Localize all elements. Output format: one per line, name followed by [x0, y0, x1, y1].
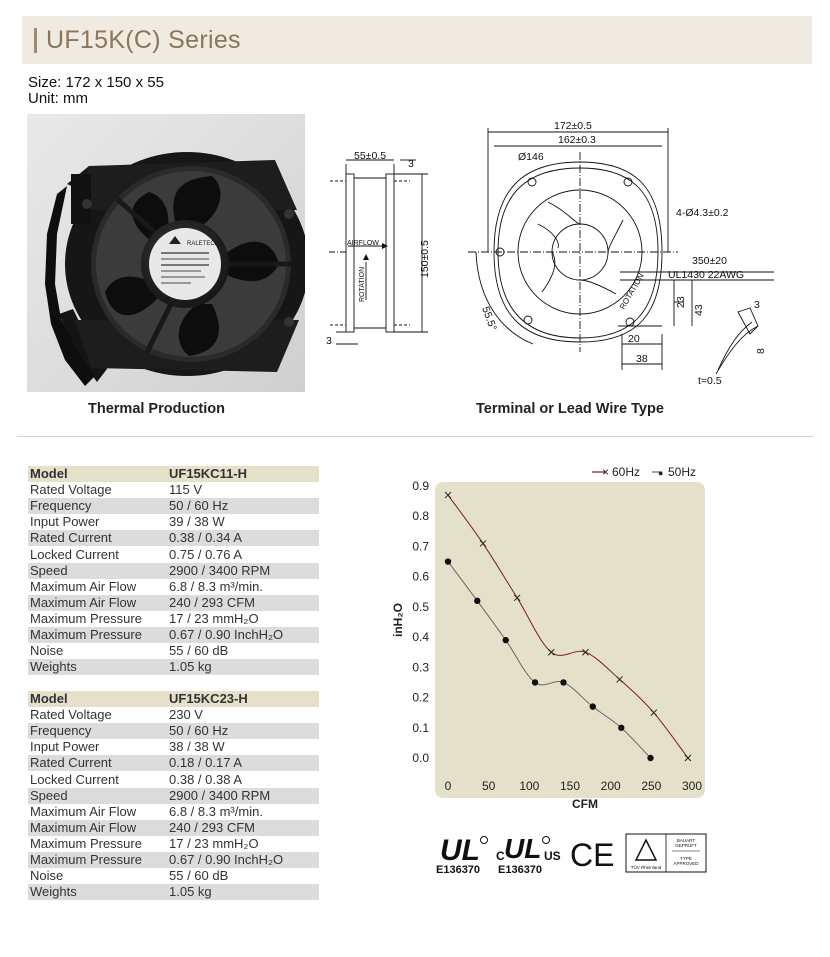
spec-value: 0.38 / 0.34 A: [167, 530, 319, 546]
spec-value: 6.8 / 8.3 m³/min.: [167, 579, 319, 595]
airflow-label: AIRFLOW: [347, 240, 379, 247]
angle-label: 55.5°: [479, 304, 499, 333]
spec-label: Speed: [28, 563, 167, 579]
x-tick-label: 200: [600, 779, 621, 793]
spec-label: Maximum Air Flow: [28, 820, 167, 836]
product-photo: [27, 114, 305, 392]
x-tick-label: 50: [481, 779, 496, 793]
spec-row: [28, 482, 319, 498]
legend-marker-60hz: ×: [602, 465, 610, 479]
spec-label: Noise: [28, 643, 167, 659]
y-tick-label: 0.0: [412, 751, 429, 765]
spec-value: 55 / 60 dB: [167, 868, 319, 884]
diameter-label: Ø146: [518, 151, 544, 163]
spec-label: Rated Current: [28, 755, 167, 771]
spec-label: Rated Voltage: [28, 707, 167, 723]
spec-row: [28, 611, 319, 627]
side-flange: 3: [408, 158, 414, 170]
x-tick-label: 100: [519, 779, 540, 793]
dimension-drawing: [318, 112, 803, 394]
ul-file-number: E136370: [436, 864, 481, 876]
spec-row: [28, 563, 319, 579]
spec-row: [28, 707, 319, 723]
spec-row: [28, 546, 319, 562]
spec-label: Frequency: [28, 498, 167, 514]
spec-row: [28, 755, 319, 771]
data-point-50hz: [445, 558, 451, 564]
cul-us: US: [544, 849, 561, 863]
spec-value: 0.18 / 0.17 A: [167, 755, 319, 771]
title-accent: [34, 28, 37, 53]
spec-value: 17 / 23 mmH₂O: [167, 836, 319, 852]
spec-label: Input Power: [28, 739, 167, 755]
y-axis-label: inH₂O: [391, 603, 405, 637]
spec-label: Maximum Pressure: [28, 852, 167, 868]
spec-value: 0.38 / 0.38 A: [167, 771, 319, 787]
spec-row: [28, 595, 319, 611]
spec-value: 39 / 38 W: [167, 514, 319, 530]
spec-row: [28, 788, 319, 804]
svg-text:UL: UL: [504, 833, 542, 864]
x-tick-label: 0: [444, 779, 452, 793]
y-tick-label: 0.8: [412, 509, 429, 524]
tuv-top1: BAUART: [676, 838, 696, 843]
spec-row: [28, 514, 319, 530]
spec-row: [28, 627, 319, 643]
spec-label: Locked Current: [28, 771, 167, 787]
title-bar: [22, 16, 812, 64]
spec-label: Maximum Air Flow: [28, 595, 167, 611]
spec-label: Rated Current: [28, 530, 167, 546]
data-point-50hz: [503, 637, 509, 643]
y-tick-label: 0.5: [412, 599, 429, 614]
spec-value: 115 V: [167, 482, 319, 498]
spec-header-row: [28, 691, 319, 707]
page-title: UF15K(C) Series: [46, 26, 241, 54]
data-point-50hz: [474, 598, 480, 604]
tuv-bottom1: TYPE: [680, 856, 692, 861]
spec-value: 2900 / 3400 RPM: [167, 788, 319, 804]
svg-text:UL: UL: [440, 834, 480, 867]
spec-header-row: [28, 466, 319, 482]
fan-illustration: [27, 114, 305, 392]
spec-label: Model: [28, 691, 167, 707]
overall-width: 172±0.5: [554, 120, 592, 132]
side-width: 55±0.5: [354, 150, 387, 162]
side-rotation-label: ROTATION: [359, 266, 366, 302]
y-tick-label: 0.4: [412, 630, 429, 645]
side-bottom: 3: [326, 335, 332, 347]
tuv-top2: GEPRÜFT: [675, 843, 697, 848]
hole-pitch: 162±0.3: [558, 134, 596, 146]
lead-length: 350±20: [692, 255, 727, 267]
spec-label: Frequency: [28, 723, 167, 739]
cul-c: C: [496, 849, 505, 863]
dim-38: 38: [636, 353, 648, 365]
spec-value: 6.8 / 8.3 m³/min.: [167, 804, 319, 820]
cul-file-number: E136370: [498, 864, 543, 876]
spec-row: [28, 739, 319, 755]
cul-logo: [496, 833, 561, 876]
chart-legend: [592, 465, 696, 479]
ul-logo: [436, 834, 488, 876]
legend-label-60hz: 60Hz: [612, 465, 641, 479]
chart-plot-area: [435, 482, 705, 798]
spec-label: Rated Voltage: [28, 482, 167, 498]
spec-row: [28, 643, 319, 659]
y-tick-label: 0.1: [412, 720, 429, 735]
spec-value: 1.05 kg: [167, 659, 319, 675]
legend-marker-50hz: ●: [658, 468, 664, 478]
front-rotation-label: ROTATION: [617, 271, 646, 311]
spec-row: [28, 852, 319, 868]
term-8: 8: [755, 348, 767, 354]
spec-row: [28, 530, 319, 546]
spec-label: Maximum Pressure: [28, 611, 167, 627]
x-tick-label: 250: [641, 779, 662, 793]
y-tick-label: 0.2: [412, 690, 429, 705]
dim-43: 43: [693, 304, 705, 316]
performance-chart: [380, 458, 725, 818]
term-3: 3: [754, 299, 760, 311]
unit-label: Unit: mm: [28, 90, 88, 107]
section-divider: [17, 436, 813, 437]
data-point-50hz: [618, 725, 624, 731]
y-tick-label: 0.9: [412, 479, 429, 493]
holes-label: 4-Ø4.3±0.2: [676, 207, 729, 219]
spec-row: [28, 868, 319, 884]
size-label: Size: 172 x 150 x 55: [28, 74, 164, 91]
spec-value: 2900 / 3400 RPM: [167, 563, 319, 579]
spec-label: Weights: [28, 884, 167, 900]
y-tick-label: 0.6: [412, 569, 429, 584]
spec-row: [28, 836, 319, 852]
spec-value: 38 / 38 W: [167, 739, 319, 755]
spec-value: UF15KC23-H: [167, 691, 319, 707]
spec-label: Noise: [28, 868, 167, 884]
spec-label: Maximum Pressure: [28, 836, 167, 852]
spec-table-115v: [28, 466, 319, 675]
spec-value: UF15KC11-H: [167, 466, 319, 482]
spec-value: 240 / 293 CFM: [167, 595, 319, 611]
dim-23: 23: [675, 296, 687, 308]
spec-row: [28, 498, 319, 514]
side-height: 150±0.5: [419, 240, 431, 278]
spec-value: 0.75 / 0.76 A: [167, 546, 319, 562]
spec-table-230v: [28, 691, 319, 900]
term-t: t=0.5: [698, 375, 722, 387]
y-tick-label: 0.7: [412, 539, 429, 554]
side-view: [328, 160, 428, 344]
spec-value: 0.67 / 0.90 InchH₂O: [167, 852, 319, 868]
data-point-50hz: [647, 755, 653, 761]
spec-label: Input Power: [28, 514, 167, 530]
spec-row: [28, 771, 319, 787]
data-point-50hz: [532, 679, 538, 685]
spec-label: Locked Current: [28, 546, 167, 562]
x-tick-label: 150: [559, 779, 581, 793]
tuv-mark: [626, 834, 706, 872]
y-tick-label: 0.3: [412, 660, 429, 675]
data-point-50hz: [560, 679, 566, 685]
ce-mark: CE: [570, 837, 615, 873]
spec-label: Speed: [28, 788, 167, 804]
spec-value: 55 / 60 dB: [167, 643, 319, 659]
photo-caption: Thermal Production: [88, 401, 225, 417]
spec-row: [28, 820, 319, 836]
spec-label: Model: [28, 466, 167, 482]
spec-row: [28, 804, 319, 820]
data-point-50hz: [590, 703, 596, 709]
spec-value: 17 / 23 mmH₂O: [167, 611, 319, 627]
spec-value: 50 / 60 Hz: [167, 498, 319, 514]
spec-value: 0.67 / 0.90 InchH₂O: [167, 627, 319, 643]
x-axis-label: CFM: [572, 797, 598, 811]
dim-20: 20: [628, 333, 640, 345]
spec-label: Weights: [28, 659, 167, 675]
spec-row: [28, 723, 319, 739]
spec-row: [28, 884, 319, 900]
spec-label: Maximum Pressure: [28, 627, 167, 643]
spec-row: [28, 659, 319, 675]
size-info: [28, 75, 164, 107]
legend-label-50hz: 50Hz: [668, 465, 697, 479]
x-tick-label: 300: [681, 779, 703, 793]
lead-spec: UL1430 22AWG: [668, 269, 745, 281]
front-view: [468, 128, 774, 374]
tuv-bottom2: APPROVED: [673, 861, 699, 866]
tuv-name: TÜV Rheinland: [630, 865, 662, 870]
drawing-caption: Terminal or Lead Wire Type: [476, 401, 664, 417]
spec-value: 50 / 60 Hz: [167, 723, 319, 739]
spec-label: Maximum Air Flow: [28, 804, 167, 820]
spec-label: Maximum Air Flow: [28, 579, 167, 595]
spec-row: [28, 579, 319, 595]
certification-marks: [432, 830, 722, 880]
photo-brand: RALETECH: [187, 241, 220, 247]
spec-value: 1.05 kg: [167, 884, 319, 900]
spec-value: 230 V: [167, 707, 319, 723]
spec-value: 240 / 293 CFM: [167, 820, 319, 836]
